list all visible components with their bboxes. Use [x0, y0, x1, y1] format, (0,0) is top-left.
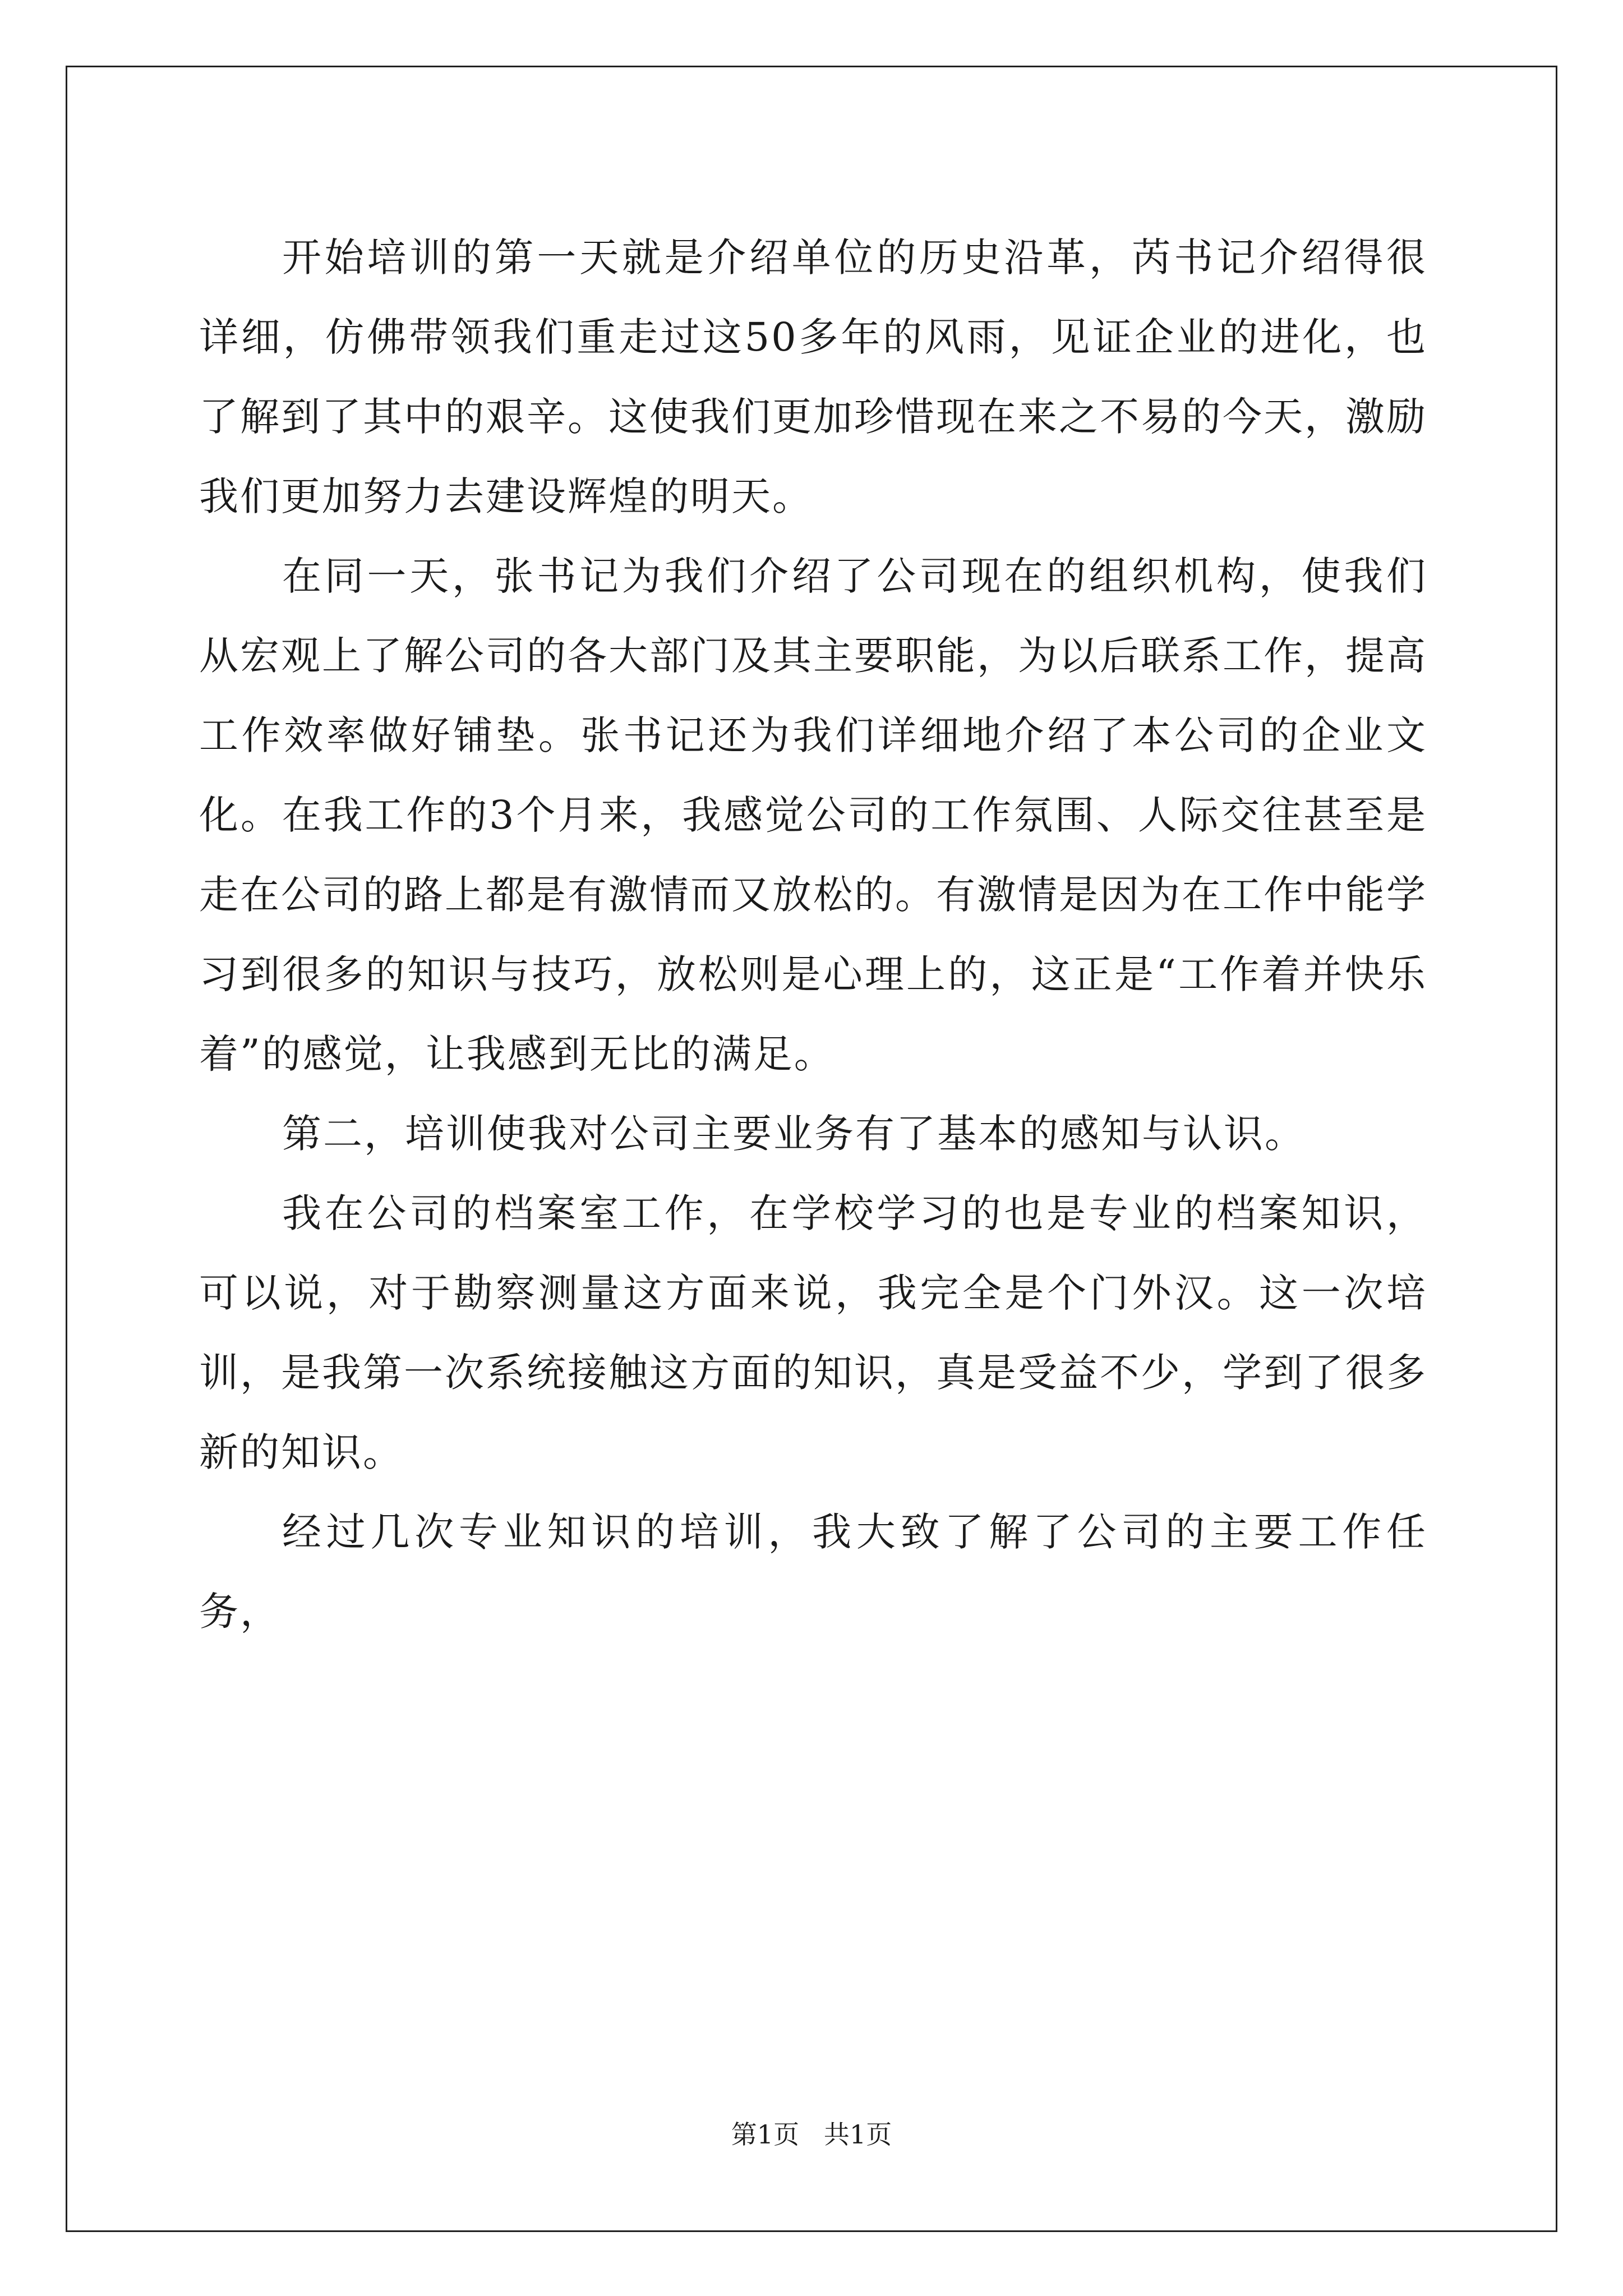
paragraph-organization: 在同一天，张书记为我们介绍了公司现在的组织机构，使我们从宏观上了解公司的各大部门及其主要职能，为以后联系工作，提高工作效率做好铺垫。张书记还为我们详细地介绍了本公司的企业文化。在我工作的3个月来，我感觉公司的工作氛围、人际交往甚至是走在公司的路上都是有激情而又放松的。有激情是因为在工作中能学习到很多的知识与技巧，放松则是心理上的，这正是“工作着并快乐着”的感觉，让我感到无比的满足。: [199, 553, 1427, 1077]
paragraph-history: 开始培训的第一天就是介绍单位的历史沿革，芮书记介绍得很详细，仿佛带领我们重走过这50多年的风雨，见证企业的进化，也了解到了其中的艰辛。这使我们更加珍惜现在来之不易的今天，激励我们更加努力去建设辉煌的明天。: [199, 234, 1427, 519]
page-number-footer: 第1页 共1页: [731, 2119, 892, 2150]
document-body: [199, 218, 1427, 1651]
paragraph-professional-training: 经过几次专业知识的培训，我大致了解了公司的主要工作任务，: [199, 1509, 1427, 1635]
paragraph-second-point: 第二，培训使我对公司主要业务有了基本的感知与认识。: [282, 1111, 1306, 1157]
paragraph-archive-work: 我在公司的档案室工作，在学校学习的也是专业的档案知识，可以说，对于勘察测量这方面来说，我完全是个门外汉。这一次培训，是我第一次系统接触这方面的知识，真是受益不少，学到了很多新的知识。: [199, 1190, 1427, 1475]
